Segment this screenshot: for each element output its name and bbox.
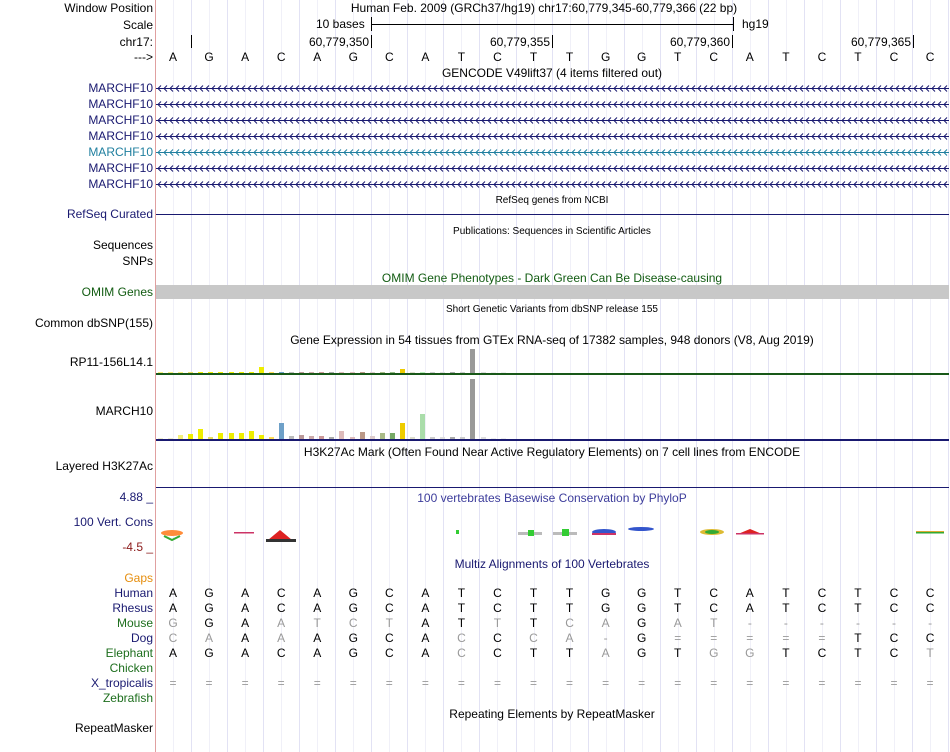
multiz-base: =	[818, 631, 826, 645]
gencode-transcript-line[interactable]	[156, 129, 949, 143]
multiz-base: C	[889, 631, 899, 645]
multiz-base: =	[854, 676, 862, 690]
multiz-base: G	[600, 586, 611, 600]
multiz-base: T	[854, 601, 862, 615]
multiz-base: C	[457, 631, 466, 645]
gencode-transcript-label[interactable]: MARCHF10	[88, 113, 153, 127]
base-letter: C	[889, 50, 899, 64]
multiz-base: A	[421, 616, 430, 630]
chrom-label: chr17:	[119, 35, 153, 49]
phylop-logo-9	[736, 529, 764, 535]
refseq-gene-line[interactable]	[156, 214, 949, 215]
gtex-tissue-bar[interactable]	[360, 432, 365, 439]
multiz-base: G	[348, 631, 358, 645]
multiz-base: A	[745, 586, 754, 600]
multiz-species-label[interactable]: Chicken	[109, 661, 153, 675]
base-letter: C	[276, 50, 286, 64]
gtex-tissue-bar[interactable]	[420, 414, 425, 439]
multiz-base: C	[817, 646, 827, 660]
omim-title[interactable]: OMIM Gene Phenotypes - Dark Green Can Be Disease-causing	[381, 271, 723, 285]
multiz-base: =	[349, 676, 357, 690]
phylop-logo-1	[234, 532, 254, 534]
multiz-base: G	[204, 601, 214, 615]
base-letter: C	[493, 50, 502, 64]
gencode-transcript-line[interactable]	[156, 161, 949, 175]
multiz-gaps-label[interactable]: Gaps	[124, 571, 153, 585]
gencode-transcript-label[interactable]: MARCHF10	[88, 97, 153, 111]
multiz-base: C	[709, 586, 719, 600]
gtex-tissue-bar[interactable]	[339, 431, 344, 439]
dbsnp-title[interactable]: Short Genetic Variants from dbSNP release 155	[446, 304, 658, 315]
multiz-base: G	[348, 586, 358, 600]
multiz-base: =	[169, 676, 177, 690]
base-letter: T	[854, 50, 862, 64]
multiz-base: A	[313, 631, 322, 645]
ruler-tick-3	[732, 35, 733, 48]
base-letter: A	[313, 50, 322, 64]
multiz-base: C	[493, 601, 502, 615]
multiz-base: =	[493, 676, 501, 690]
multiz-base: G	[168, 616, 178, 630]
base-letter: G	[600, 50, 611, 64]
multiz-base: T	[565, 586, 574, 600]
dbsnp-label[interactable]: Common dbSNP(155)	[34, 316, 153, 330]
ruler-tick-1	[371, 35, 372, 48]
multiz-base: G	[637, 646, 647, 660]
multiz-base: T	[493, 616, 502, 630]
multiz-base: =	[746, 676, 754, 690]
base-letter: A	[169, 50, 178, 64]
multiz-base: C	[276, 646, 286, 660]
multiz-base: A	[601, 616, 610, 630]
scale-text: 10 bases	[316, 17, 365, 31]
multiz-base: =	[530, 676, 538, 690]
multiz-base: T	[674, 601, 682, 615]
multiz-base: A	[241, 646, 250, 660]
phylop-logo-track[interactable]	[156, 520, 949, 550]
multiz-base: G	[204, 586, 214, 600]
base-letter: T	[457, 50, 466, 64]
multiz-base: C	[384, 586, 394, 600]
gencode-transcript-line[interactable]	[156, 177, 949, 191]
phylop-logo-6	[592, 529, 616, 535]
multiz-title[interactable]: Multiz Alignments of 100 Vertebrates	[454, 557, 650, 571]
multiz-base: G	[600, 601, 611, 615]
gtex-gene-label-2[interactable]: MARCH10	[95, 404, 153, 418]
multiz-base: =	[205, 676, 213, 690]
window-position-label: Window Position	[64, 1, 153, 15]
scale-db-label: hg19	[742, 17, 769, 31]
multiz-base: G	[348, 601, 358, 615]
ruler-tick-2	[552, 35, 553, 48]
multiz-base: -	[892, 616, 897, 630]
base-letter: T	[674, 50, 682, 64]
base-letter: A	[745, 50, 754, 64]
multiz-base: C	[493, 631, 502, 645]
multiz-base: =	[566, 676, 574, 690]
ruler-position-0: 60,779,350	[308, 35, 369, 49]
multiz-base: T	[385, 616, 393, 630]
multiz-base: T	[710, 616, 718, 630]
base-letter: G	[637, 50, 647, 64]
multiz-base: C	[384, 601, 394, 615]
base-letter: A	[421, 50, 430, 64]
multiz-base: C	[889, 586, 899, 600]
multiz-base: C	[348, 616, 358, 630]
multiz-base: A	[313, 586, 322, 600]
base-letter: G	[204, 50, 214, 64]
multiz-base: G	[637, 631, 647, 645]
base-letter: T	[529, 50, 538, 64]
scale-right-tick	[733, 17, 734, 31]
multiz-base: A	[313, 646, 322, 660]
multiz-base: A	[241, 616, 250, 630]
multiz-base: C	[384, 631, 394, 645]
multiz-base: =	[818, 676, 826, 690]
multiz-base: T	[529, 616, 538, 630]
multiz-base: =	[277, 676, 285, 690]
base-letter: G	[348, 50, 358, 64]
phylop-logo-4	[518, 530, 542, 536]
multiz-base: C	[709, 601, 719, 615]
multiz-base: T	[926, 646, 934, 660]
multiz-base: T	[565, 646, 574, 660]
gencode-transcript-label[interactable]: MARCHF10	[88, 129, 153, 143]
multiz-base: T	[674, 586, 682, 600]
phylop-logo-5	[553, 529, 577, 536]
gtex-baseline-2	[156, 439, 949, 441]
multiz-base: C	[817, 586, 827, 600]
multiz-species-label[interactable]: Dog	[130, 631, 153, 645]
multiz-base: T	[529, 586, 538, 600]
multiz-base: C	[565, 616, 574, 630]
base-letter: C	[817, 50, 827, 64]
h3k27ac-label[interactable]: Layered H3K27Ac	[55, 459, 153, 473]
gtex-baseline-1	[156, 373, 949, 375]
multiz-base: T	[854, 646, 862, 660]
ruler-tick-4	[913, 35, 914, 48]
multiz-base: =	[782, 631, 790, 645]
multiz-base: G	[637, 586, 647, 600]
multiz-base: T	[854, 631, 862, 645]
gtex-barchart-1[interactable]	[156, 349, 949, 373]
refseq-label[interactable]: RefSeq Curated	[66, 207, 153, 221]
multiz-base: T	[565, 601, 574, 615]
repeatmasker-title[interactable]: Repeating Elements by RepeatMasker	[449, 707, 655, 721]
multiz-base: A	[241, 586, 250, 600]
base-letter: C	[384, 50, 394, 64]
multiz-base: C	[384, 646, 394, 660]
phylop-label[interactable]: 100 Vert. Cons	[73, 515, 153, 529]
ruler-position-3: 60,779,365	[850, 35, 911, 49]
gtex-tissue-bar[interactable]	[470, 379, 475, 439]
assembly-position-text: Human Feb. 2009 (GRCh37/hg19) chr17:60,779,345-60,779,366 (22 bp)	[350, 1, 738, 15]
multiz-base: C	[276, 586, 286, 600]
multiz-base: A	[169, 586, 178, 600]
multiz-base: A	[169, 646, 178, 660]
phylop-max-label: 4.88 _	[119, 490, 153, 504]
multiz-base: -	[855, 616, 860, 630]
phylop-logo-0	[161, 530, 183, 540]
gencode-transcript-line[interactable]	[156, 145, 949, 159]
multiz-base: A	[673, 616, 682, 630]
multiz-base: T	[529, 646, 538, 660]
multiz-base: =	[241, 676, 249, 690]
phylop-logo-8	[700, 529, 724, 535]
base-letter: T	[782, 50, 790, 64]
multiz-species-label[interactable]: Elephant	[105, 646, 153, 660]
multiz-base: T	[529, 601, 538, 615]
gencode-transcript-line[interactable]	[156, 81, 949, 95]
multiz-base: A	[421, 601, 430, 615]
multiz-base: A	[169, 601, 178, 615]
multiz-base: G	[348, 646, 358, 660]
base-letter: C	[709, 50, 719, 64]
gtex-tissue-bar[interactable]	[400, 423, 405, 439]
multiz-base: C	[889, 646, 899, 660]
multiz-base: C	[925, 631, 935, 645]
multiz-base: A	[421, 586, 430, 600]
multiz-base: T	[457, 586, 466, 600]
multiz-base: C	[925, 586, 935, 600]
gencode-transcript-label[interactable]: MARCHF10	[88, 81, 153, 95]
strand-arrow-label: --->	[134, 50, 153, 64]
multiz-base: T	[674, 646, 682, 660]
multiz-base: -	[819, 616, 824, 630]
gtex-barchart-2[interactable]	[156, 379, 949, 439]
multiz-base: A	[421, 631, 430, 645]
multiz-base: A	[745, 601, 754, 615]
ruler-tick-0	[191, 35, 192, 48]
phylop-logo-10	[916, 531, 944, 534]
multiz-base: C	[276, 601, 286, 615]
h3k27ac-title[interactable]: H3K27Ac Mark (Often Found Near Active Regulatory Elements) on 7 cell lines from ENCODE	[303, 445, 801, 459]
omim-gene-bar[interactable]	[156, 285, 949, 299]
multiz-base: =	[782, 676, 790, 690]
ruler-position-2: 60,779,360	[669, 35, 730, 49]
repeatmasker-label[interactable]: RepeatMasker	[74, 721, 153, 735]
gencode-transcript-label[interactable]: MARCHF10	[88, 161, 153, 175]
gencode-transcript-line[interactable]	[156, 113, 949, 127]
multiz-base: =	[746, 631, 754, 645]
ruler-position-1: 60,779,355	[489, 35, 550, 49]
multiz-base: A	[205, 631, 214, 645]
multiz-base: A	[313, 601, 322, 615]
multiz-base: G	[637, 616, 647, 630]
multiz-base: =	[602, 676, 610, 690]
multiz-base: G	[709, 646, 719, 660]
multiz-species-label[interactable]: Rhesus	[112, 601, 153, 615]
multiz-base: C	[168, 631, 178, 645]
phylop-min-label: -4.5 _	[122, 540, 153, 554]
multiz-base: C	[493, 646, 502, 660]
multiz-base: =	[710, 631, 718, 645]
gencode-title[interactable]: GENCODE V49lift37 (4 items filtered out)	[441, 66, 663, 80]
multiz-base: A	[421, 646, 430, 660]
multiz-base: =	[674, 631, 682, 645]
multiz-base: G	[204, 646, 214, 660]
scale-label: Scale	[122, 18, 153, 32]
phylop-title[interactable]: 100 vertebrates Basewise Conservation by PhyloP	[417, 491, 687, 505]
multiz-base: =	[313, 676, 321, 690]
gtex-tissue-bar[interactable]	[279, 423, 284, 439]
multiz-base: T	[854, 586, 862, 600]
gtex-tissue-bar[interactable]	[470, 349, 475, 373]
multiz-base: -	[783, 616, 788, 630]
multiz-base: G	[637, 601, 647, 615]
refseq-title[interactable]: RefSeq genes from NCBI	[495, 195, 609, 206]
multiz-base: C	[925, 601, 935, 615]
multiz-base: -	[747, 616, 752, 630]
multiz-base: -	[928, 616, 933, 630]
gencode-transcript-label[interactable]: MARCHF10	[88, 177, 153, 191]
h3k27ac-baseline	[156, 487, 949, 488]
gencode-transcript-label[interactable]: MARCHF10	[88, 145, 153, 159]
multiz-base: T	[313, 616, 321, 630]
multiz-base: =	[457, 676, 465, 690]
multiz-base: G	[204, 616, 214, 630]
multiz-species-label[interactable]: X_tropicalis	[90, 676, 153, 690]
multiz-base: =	[385, 676, 393, 690]
phylop-logo-7	[628, 527, 654, 531]
multiz-base: =	[674, 676, 682, 690]
base-letter: C	[925, 50, 935, 64]
publications-snps-label[interactable]: SNPs	[122, 254, 153, 268]
omim-label[interactable]: OMIM Genes	[81, 285, 153, 299]
publications-title[interactable]: Publications: Sequences in Scientific Articles	[453, 226, 651, 237]
multiz-base: C	[817, 601, 827, 615]
multiz-base: A	[241, 631, 250, 645]
multiz-base: =	[421, 676, 429, 690]
gtex-tissue-bar[interactable]	[198, 429, 203, 439]
multiz-base: T	[782, 646, 790, 660]
multiz-base: =	[638, 676, 646, 690]
multiz-base: A	[277, 616, 286, 630]
multiz-base: A	[241, 601, 250, 615]
multiz-species-label[interactable]: Human	[114, 586, 153, 600]
multiz-base: T	[457, 616, 466, 630]
scale-bar	[371, 24, 733, 25]
multiz-base: T	[457, 601, 466, 615]
phylop-logo-2	[266, 530, 296, 542]
gtex-title[interactable]: Gene Expression in 54 tissues from GTEx RNA-seq of 17382 samples, 948 donors (V8, Aug 2019)	[290, 333, 814, 347]
gtex-tissue-bar[interactable]	[249, 431, 254, 439]
gtex-gene-label-1[interactable]: RP11-156L14.1	[69, 355, 153, 369]
multiz-base: C	[457, 646, 466, 660]
multiz-base: C	[493, 586, 502, 600]
multiz-base: A	[601, 646, 610, 660]
multiz-base: T	[782, 601, 790, 615]
publications-sequences-label[interactable]: Sequences	[92, 238, 153, 252]
phylop-logo-3	[456, 530, 459, 534]
gencode-transcript-line[interactable]	[156, 97, 949, 111]
multiz-base: C	[529, 631, 538, 645]
multiz-base: A	[277, 631, 286, 645]
multiz-base: -	[603, 631, 608, 645]
multiz-base: =	[890, 676, 898, 690]
multiz-base: T	[782, 586, 790, 600]
multiz-base: A	[565, 631, 574, 645]
base-letter: T	[565, 50, 574, 64]
multiz-species-label[interactable]: Zebrafish	[102, 691, 153, 705]
multiz-base: C	[889, 601, 899, 615]
multiz-base: G	[745, 646, 755, 660]
multiz-species-label[interactable]: Mouse	[116, 616, 153, 630]
multiz-base: =	[926, 676, 934, 690]
multiz-base: =	[710, 676, 718, 690]
base-letter: A	[241, 50, 250, 64]
